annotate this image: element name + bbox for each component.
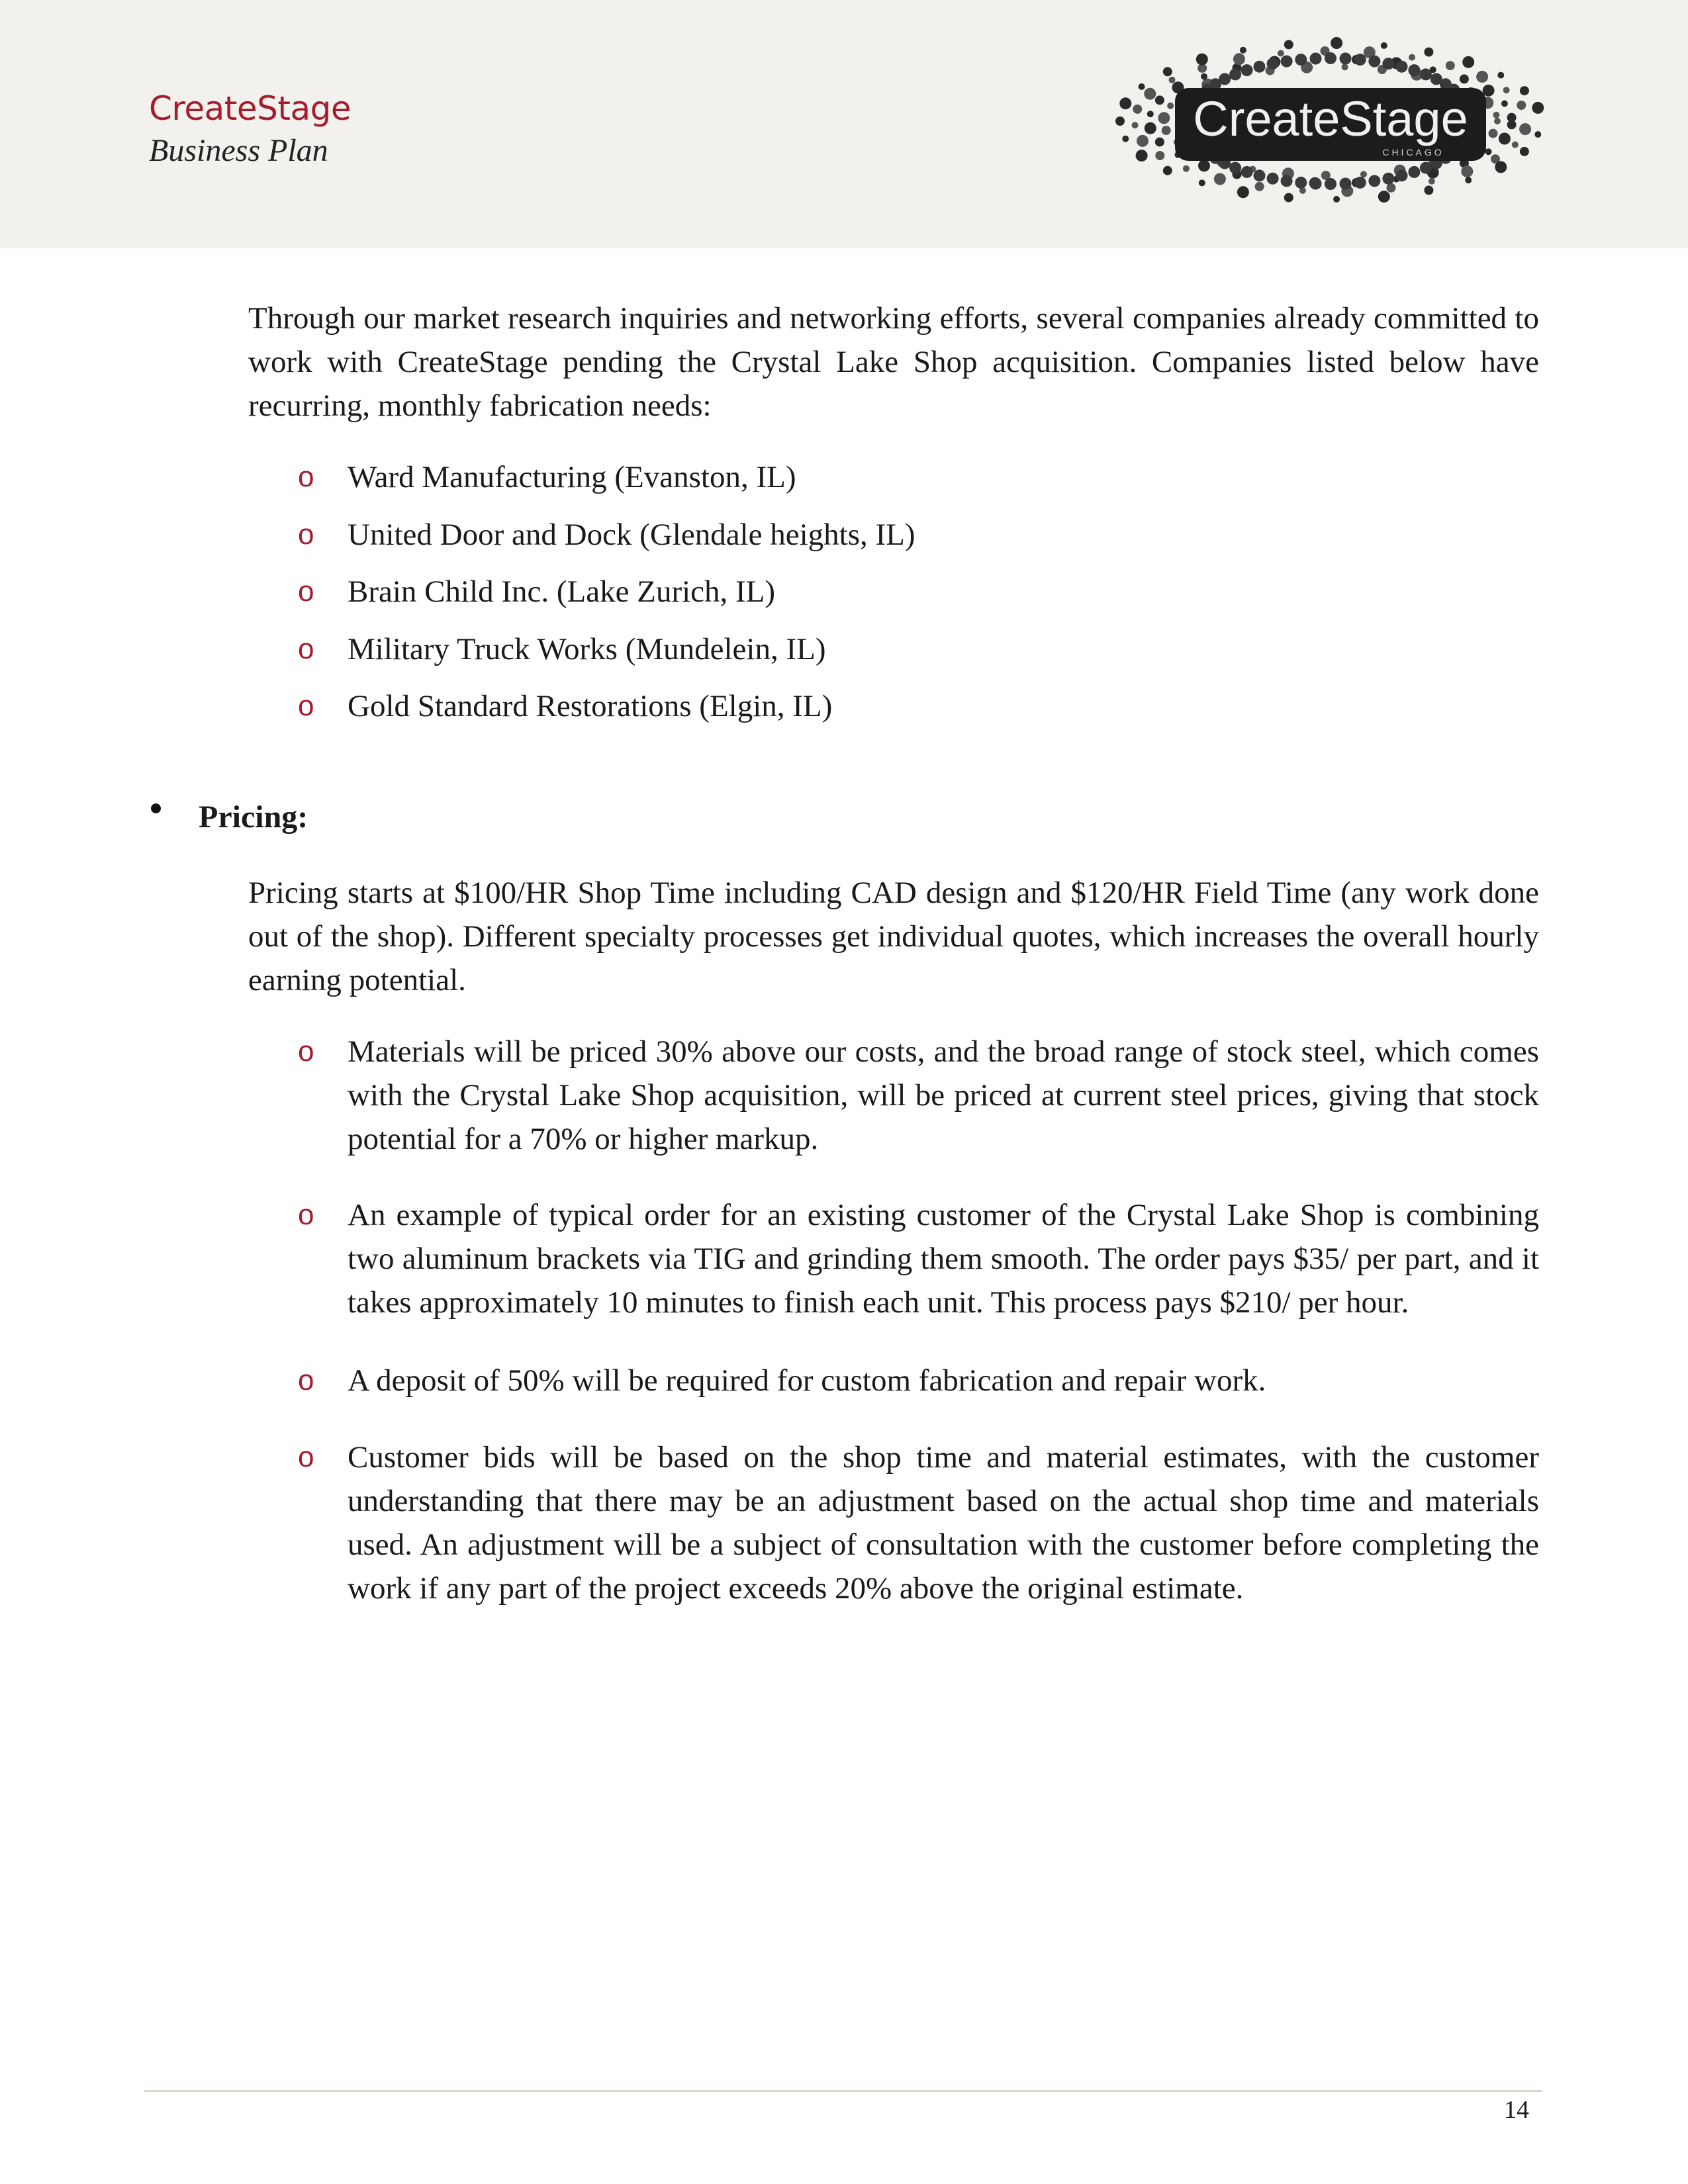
bullet-marker: o xyxy=(298,518,314,551)
logo-dot xyxy=(1137,135,1149,147)
logo-dot xyxy=(1267,58,1279,69)
logo-dot xyxy=(1122,136,1129,142)
logo-dot xyxy=(1378,191,1390,203)
logo-dot xyxy=(1409,54,1415,61)
logo-dot xyxy=(1420,68,1432,80)
pricing-heading: Pricing: xyxy=(199,799,308,835)
logo-dot xyxy=(1503,87,1510,93)
logo-dot xyxy=(1382,173,1394,185)
logo-dot xyxy=(1201,73,1207,80)
logo-dot xyxy=(1517,101,1526,110)
footer-divider xyxy=(144,2090,1542,2092)
logo-dot xyxy=(1340,53,1352,65)
logo-dot xyxy=(1331,37,1342,49)
logo-dot xyxy=(1424,48,1433,57)
logo-dot xyxy=(1499,133,1511,145)
logo-dot xyxy=(1237,186,1249,198)
bullet-marker: o xyxy=(298,633,314,665)
logo-dot xyxy=(1155,138,1164,147)
logo-dot xyxy=(1240,47,1246,54)
logo-dot xyxy=(1255,182,1264,191)
logo-dot xyxy=(1501,101,1508,107)
logo-dot xyxy=(1424,185,1433,195)
logo-dot xyxy=(1133,105,1142,114)
pricing-point: Customer bids will be based on the shop time and material estimates, with the customer understanding that there may be an adjustment based on the actual shop time and materials used. An adjustment will be a subject of consultation with the customer before completing the work if any part of the project exceeds 20% above the original estimate. xyxy=(348,1440,1539,1606)
logo-dot xyxy=(1462,56,1474,68)
logo-dot xyxy=(1198,159,1210,171)
logo-dot xyxy=(1325,178,1336,190)
logo-dot xyxy=(1387,183,1396,193)
intro-paragraph: Through our market research inquiries and networking efforts, several companies already committed to work with CreateStage pending the Crystal Lake Shop acquisition. Companies listed below have recurring, monthly fabrication needs: xyxy=(248,301,1539,423)
createstage-logo xyxy=(1112,36,1556,205)
logo-dot xyxy=(1485,148,1492,155)
logo-dot xyxy=(1155,151,1164,160)
logo-dot xyxy=(1163,67,1172,76)
document-type: Business Plan xyxy=(149,133,328,168)
logo-dot xyxy=(1295,54,1307,66)
company-name: Brain Child Inc. (Lake Zurich, IL) xyxy=(348,574,776,609)
logo-dot xyxy=(1119,97,1131,109)
logo-dot xyxy=(1144,88,1156,100)
pricing-point: An example of typical order for an existing customer of the Crystal Lake Shop is combining two aluminum brackets via TIG and grinding them smooth. The order pays $35/ per part, and it takes approximately 10 minutes to finish each unit. This process pays $210/ per hour. xyxy=(348,1198,1539,1320)
logo-dot xyxy=(1446,61,1455,70)
logo-dot xyxy=(1368,56,1380,68)
logo-dot xyxy=(1368,175,1380,187)
logo-main-text: CreateStage xyxy=(1193,91,1468,146)
page-number: 14 xyxy=(1504,2096,1529,2124)
logo-dot xyxy=(1229,162,1241,174)
company-name: Military Truck Works (Mundelein, IL) xyxy=(348,632,826,666)
logo-dot xyxy=(1507,113,1517,122)
logo-dot xyxy=(1267,173,1279,185)
pricing-point: A deposit of 50% will be required for custom fabrication and repair work. xyxy=(348,1363,1266,1398)
logo-dot xyxy=(1534,131,1541,138)
logo-dot xyxy=(1354,177,1366,189)
logo-dot xyxy=(1163,166,1172,175)
logo-dot xyxy=(1493,112,1499,118)
logo-dot xyxy=(1214,173,1226,185)
logo-dot xyxy=(1382,58,1394,69)
bullet-marker: o xyxy=(298,461,314,493)
logo-dot xyxy=(1489,129,1498,138)
logo-dot xyxy=(1461,165,1473,177)
logo-dot xyxy=(1494,118,1501,124)
logo-dot xyxy=(1520,86,1529,95)
logo-dot xyxy=(1408,166,1420,178)
logo-dot xyxy=(1429,178,1435,185)
bullet-marker: o xyxy=(298,1199,314,1231)
logo-dot xyxy=(1145,122,1156,134)
logo-dot xyxy=(1219,73,1231,85)
page-header xyxy=(0,0,1688,248)
pricing-point: Materials will be priced 30% above our costs, and the broad range of stock steel, which comes with the Crystal Lake Shop acquisition, will be priced at current steel prices, giving that stock potential for a 70% or higher markup. xyxy=(348,1034,1539,1156)
logo-dot xyxy=(1241,64,1253,76)
logo-dot xyxy=(1310,53,1322,65)
logo-dot xyxy=(1136,150,1148,161)
logo-dot xyxy=(1342,64,1348,70)
logo-dot xyxy=(1340,178,1352,190)
bullet-marker: o xyxy=(298,1364,314,1396)
company-name: Ward Manufacturing (Evanston, IL) xyxy=(348,460,796,494)
logo-dot xyxy=(1254,61,1266,73)
logo-dot xyxy=(1519,123,1531,135)
logo-dot xyxy=(1196,54,1208,66)
logo-dot xyxy=(1284,40,1293,49)
logo-dot xyxy=(1147,111,1154,117)
logo-dot xyxy=(1162,126,1171,135)
logo-dot xyxy=(1158,112,1170,124)
logo-dot xyxy=(1229,68,1241,80)
logo-dot xyxy=(1495,161,1507,173)
logo-dot xyxy=(1420,162,1432,174)
pricing-paragraph: Pricing starts at $100/HR Shop Time including CAD design and $120/HR Field Time (any work done out of the shop). Different specialty processes get individual quotes, which increases the overall hourly earning potential. xyxy=(248,876,1539,997)
logo-dot xyxy=(1233,53,1245,65)
logo-dot xyxy=(1465,177,1472,183)
logo-dot xyxy=(1254,169,1266,181)
logo-dot xyxy=(1396,61,1408,73)
logo-dot xyxy=(1354,54,1366,66)
logo-dot xyxy=(1284,193,1293,203)
logo-dot xyxy=(1281,175,1293,187)
logo-dot xyxy=(1199,179,1205,186)
logo-dot xyxy=(1241,166,1253,178)
logo-dot xyxy=(1532,102,1544,114)
logo-dot xyxy=(1183,165,1190,172)
logo-dot xyxy=(1476,71,1488,83)
logo-dot xyxy=(1132,122,1139,128)
company-name: Gold Standard Restorations (Elgin, IL) xyxy=(348,689,833,723)
logo-dot xyxy=(1278,50,1284,57)
logo-dot xyxy=(1310,178,1322,190)
logo-dot xyxy=(1333,196,1340,203)
logo-sub-text: CHICAGO xyxy=(1382,147,1444,158)
logo-dot xyxy=(1169,77,1176,83)
logo-dot xyxy=(1115,116,1125,126)
bullet-marker: o xyxy=(298,1441,314,1473)
bullet-marker: o xyxy=(298,1035,314,1068)
logo-dot xyxy=(1408,64,1420,76)
brand-name: CreateStage xyxy=(149,89,352,128)
company-name: United Door and Dock (Glendale heights, IL) xyxy=(348,518,915,552)
logo-dot xyxy=(1396,169,1408,181)
bullet-marker: o xyxy=(298,575,314,608)
logo-dot xyxy=(1381,42,1387,49)
logo-dot xyxy=(1497,72,1504,79)
logo-dot xyxy=(1325,52,1336,64)
logo-dot xyxy=(1155,95,1164,105)
logo-dot xyxy=(1520,147,1529,156)
logo-dot xyxy=(1360,171,1367,177)
logo-dot xyxy=(1281,56,1293,68)
logo-dot xyxy=(1139,83,1145,90)
logo-dot xyxy=(1512,142,1519,148)
section-bullet-icon xyxy=(151,803,161,813)
bullet-marker: o xyxy=(298,690,314,722)
logo-dot xyxy=(1295,177,1307,189)
logo-dot xyxy=(1167,103,1174,109)
logo-dot xyxy=(1460,74,1469,83)
